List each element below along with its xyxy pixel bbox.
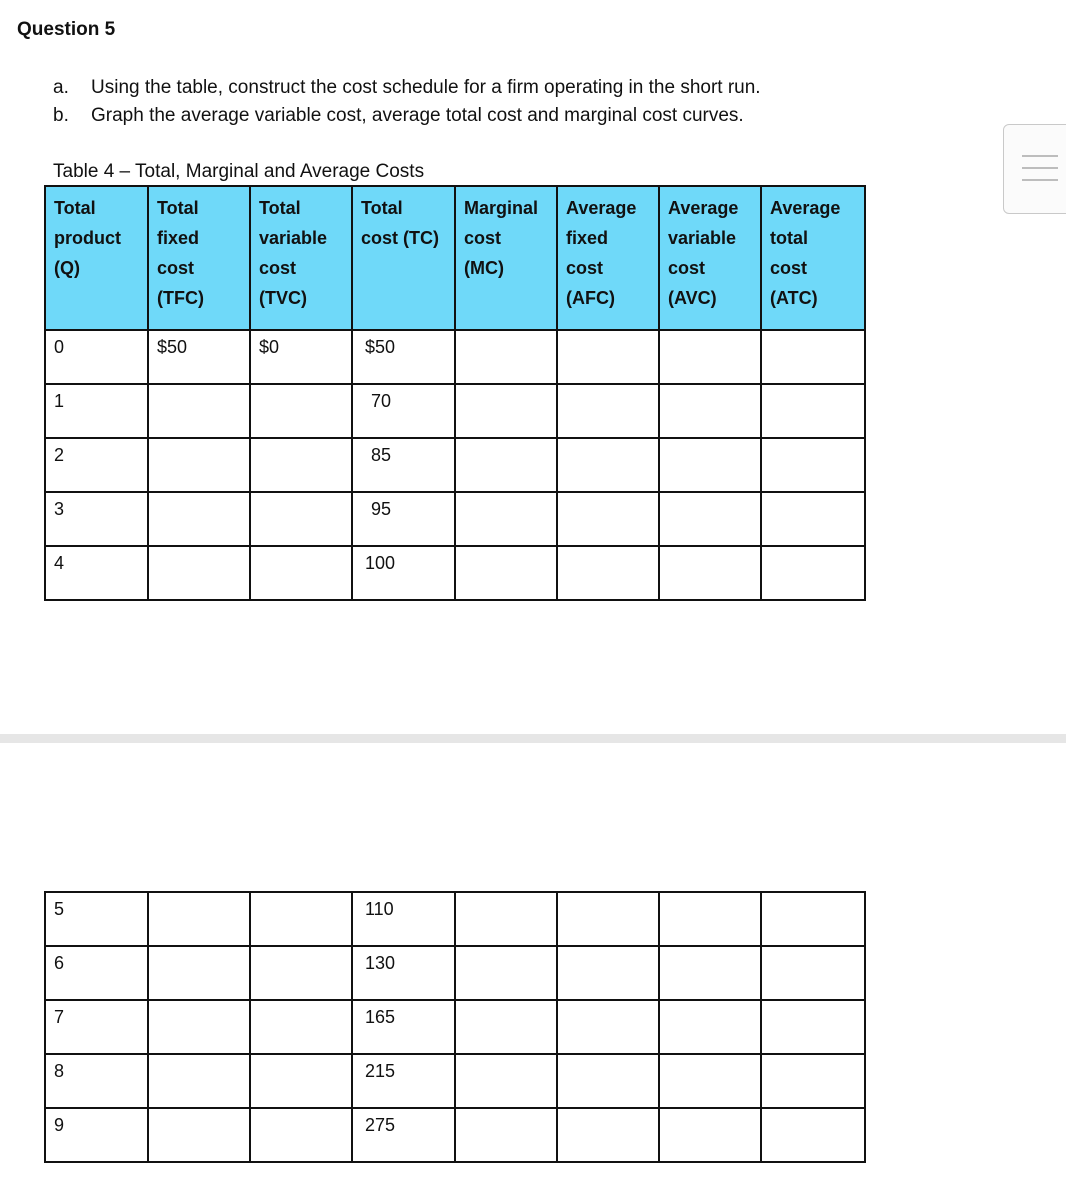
cell-tc: 70: [352, 384, 455, 438]
header-tfc: [148, 186, 250, 330]
header-line: cost: [566, 258, 604, 278]
cell-tfc: [148, 946, 250, 1000]
grip-line-icon: [1022, 179, 1058, 181]
header-line: Average: [770, 198, 841, 218]
cost-table-page1: [44, 185, 866, 601]
cell-tfc: $50: [148, 330, 250, 384]
cell-mc: [455, 438, 557, 492]
table-row: [45, 384, 865, 438]
cell-afc: [557, 384, 659, 438]
cell-tvc: [250, 1054, 352, 1108]
cell-tvc: [250, 546, 352, 600]
cell-avc: [659, 1054, 761, 1108]
cell-avc: [659, 438, 761, 492]
cell-mc: [455, 1108, 557, 1162]
table-row: [45, 438, 865, 492]
header-line: fixed: [157, 228, 200, 248]
table-row: [45, 492, 865, 546]
cell-q: 2: [45, 438, 148, 492]
cell-q: 0: [45, 330, 148, 384]
header-line: cost: [259, 258, 297, 278]
grip-line-icon: [1022, 167, 1058, 169]
cost-table-page2: [44, 891, 866, 1163]
cell-tfc: [148, 1000, 250, 1054]
cell-tfc: [148, 1054, 250, 1108]
header-line: (TFC): [157, 288, 204, 308]
cell-avc: [659, 384, 761, 438]
header-line: product: [54, 228, 121, 248]
question-title: Question 5: [17, 19, 116, 40]
header-atc: [761, 186, 865, 330]
scroll-handle[interactable]: [1003, 124, 1066, 214]
header-line: cost: [157, 258, 195, 278]
cell-afc: [557, 492, 659, 546]
cell-tfc: [148, 438, 250, 492]
header-avc: [659, 186, 761, 330]
cell-tc: 165: [352, 1000, 455, 1054]
instruction-a-text: Using the table, construct the cost schedule for a firm operating in the short run.: [91, 77, 761, 98]
cell-q: 4: [45, 546, 148, 600]
cell-tc: 110: [352, 892, 455, 946]
cell-q: 7: [45, 1000, 148, 1054]
header-q: [45, 186, 148, 330]
cell-avc: [659, 492, 761, 546]
cell-tc: 130: [352, 946, 455, 1000]
cell-tvc: [250, 438, 352, 492]
header-mc: [455, 186, 557, 330]
header-line: Total: [157, 198, 199, 218]
cell-tfc: [148, 1108, 250, 1162]
table-row: [45, 1108, 865, 1162]
cell-avc: [659, 1108, 761, 1162]
cell-tc: 95: [352, 492, 455, 546]
header-line: (MC): [464, 258, 504, 278]
cell-tvc: [250, 384, 352, 438]
instruction-a: [53, 77, 761, 99]
cell-tfc: [148, 492, 250, 546]
instruction-b-text: Graph the average variable cost, average total cost and marginal cost curves.: [91, 105, 744, 126]
header-afc: [557, 186, 659, 330]
header-line: cost: [770, 258, 808, 278]
header-line: fixed: [566, 228, 609, 248]
cell-q: 5: [45, 892, 148, 946]
cell-tvc: [250, 492, 352, 546]
cell-mc: [455, 1054, 557, 1108]
cell-atc: [761, 384, 865, 438]
page-divider: [0, 734, 1066, 743]
cell-tfc: [148, 384, 250, 438]
cell-tc: 215: [352, 1054, 455, 1108]
cell-afc: [557, 946, 659, 1000]
cell-mc: [455, 384, 557, 438]
header-line: (TVC): [259, 288, 307, 308]
cell-avc: [659, 1000, 761, 1054]
header-line: variable: [668, 228, 737, 248]
cell-q: 3: [45, 492, 148, 546]
cell-mc: [455, 1000, 557, 1054]
header-line: Total: [259, 198, 301, 218]
header-line: Average: [566, 198, 637, 218]
cell-q: 1: [45, 384, 148, 438]
cell-avc: [659, 546, 761, 600]
header-line: Marginal: [464, 198, 539, 218]
header-tc: [352, 186, 455, 330]
table-row: [45, 546, 865, 600]
table-caption: Table 4 – Total, Marginal and Average Costs: [53, 161, 425, 182]
cell-atc: [761, 492, 865, 546]
cell-atc: [761, 438, 865, 492]
header-line: cost: [464, 228, 502, 248]
cell-tc: 275: [352, 1108, 455, 1162]
header-line: variable: [259, 228, 328, 248]
table-header-row: [45, 186, 865, 330]
instruction-a-label: a.: [53, 77, 69, 98]
cell-atc: [761, 546, 865, 600]
instruction-b-label: b.: [53, 105, 69, 126]
cell-tvc: [250, 892, 352, 946]
header-line: cost: [668, 258, 706, 278]
header-line: Total: [54, 198, 96, 218]
cell-atc: [761, 892, 865, 946]
header-line: (AFC): [566, 288, 615, 308]
cell-avc: [659, 892, 761, 946]
table-row: [45, 946, 865, 1000]
table-row: [45, 1054, 865, 1108]
cell-mc: [455, 492, 557, 546]
cell-tvc: [250, 1000, 352, 1054]
cell-tvc: $0: [250, 330, 352, 384]
cell-q: 6: [45, 946, 148, 1000]
cell-tc: 100: [352, 546, 455, 600]
cell-atc: [761, 1054, 865, 1108]
cell-avc: [659, 946, 761, 1000]
instruction-b: [53, 105, 744, 127]
table-row: [45, 1000, 865, 1054]
cell-avc: [659, 330, 761, 384]
header-line: (AVC): [668, 288, 717, 308]
cell-afc: [557, 1108, 659, 1162]
cell-mc: [455, 330, 557, 384]
cell-q: 9: [45, 1108, 148, 1162]
cell-tfc: [148, 892, 250, 946]
cell-tfc: [148, 546, 250, 600]
cell-afc: [557, 438, 659, 492]
cell-afc: [557, 1000, 659, 1054]
cell-atc: [761, 1108, 865, 1162]
cell-afc: [557, 892, 659, 946]
cell-afc: [557, 546, 659, 600]
cell-mc: [455, 946, 557, 1000]
header-line: cost (TC): [361, 228, 439, 248]
cell-mc: [455, 546, 557, 600]
cell-atc: [761, 946, 865, 1000]
cell-mc: [455, 892, 557, 946]
header-line: (ATC): [770, 288, 818, 308]
cell-atc: [761, 1000, 865, 1054]
table-row: [45, 892, 865, 946]
table-row: [45, 330, 865, 384]
header-line: Average: [668, 198, 739, 218]
cell-afc: [557, 1054, 659, 1108]
header-line: (Q): [54, 258, 80, 278]
cell-q: 8: [45, 1054, 148, 1108]
cell-atc: [761, 330, 865, 384]
cell-tvc: [250, 1108, 352, 1162]
header-line: Total: [361, 198, 403, 218]
header-tvc: [250, 186, 352, 330]
cell-afc: [557, 330, 659, 384]
grip-line-icon: [1022, 155, 1058, 157]
cell-tvc: [250, 946, 352, 1000]
header-line: total: [770, 228, 808, 248]
cell-tc: 85: [352, 438, 455, 492]
cell-tc: $50: [352, 330, 455, 384]
